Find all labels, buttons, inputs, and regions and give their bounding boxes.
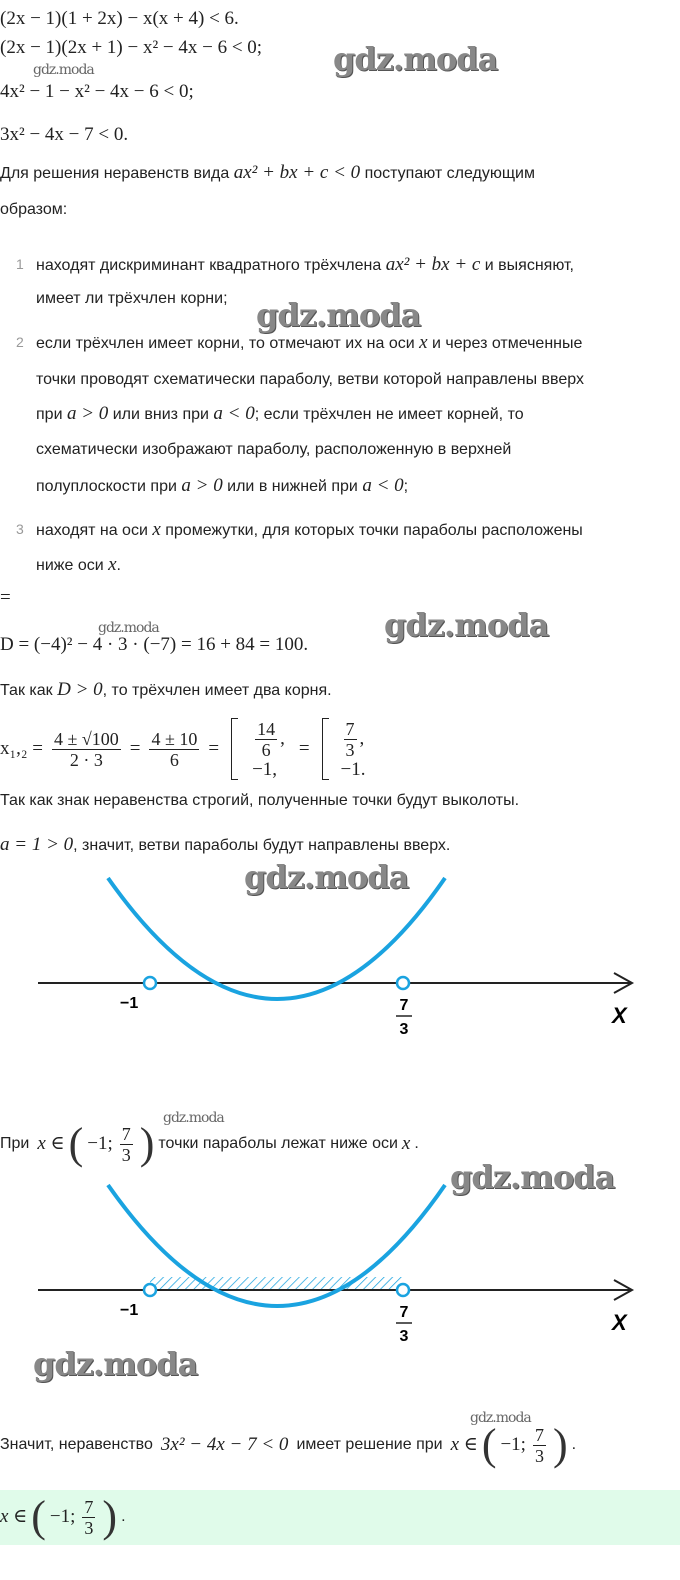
parabola-graph-shaded <box>0 1177 680 1357</box>
watermark: gdz.moda <box>33 1345 198 1383</box>
list-item: находят дискриминант квадратного трёхчлена ax² + bx + c и выясняют, <box>36 254 574 275</box>
list-number: 1 <box>16 256 24 272</box>
equation-line: 4x² − 1 − x² − 4x − 6 < 0; <box>0 81 194 102</box>
watermark: gdz.moda <box>244 858 409 896</box>
conclusion-line: Значит, неравенство 3x² − 4x − 7 < 0 имеет решение при x ∈ ( −1; $\frac{7}{3}$ ) . <box>0 1420 577 1469</box>
text-line: Так как знак неравенства строгий, полученные точки будут выколоты. <box>0 792 520 809</box>
discriminant-line: D = (−4)² − 4 · 3 · (−7) = 16 + 84 = 100. <box>0 634 309 655</box>
list-item-cont: схематически изображают параболу, расположенную в верхней <box>36 441 512 458</box>
list-item-cont: ниже оси x. <box>36 554 121 575</box>
watermark: gdz.moda <box>450 1158 615 1196</box>
root-label: 3 <box>399 1328 409 1345</box>
root-label: −1 <box>120 1302 139 1319</box>
list-item: если трёхчлен имеет корни, то отмечают их на оси x и через отмеченные <box>36 332 583 353</box>
text-line: Так как D > 0, то трёхчлен имеет два корня. <box>0 679 332 700</box>
parabola <box>108 878 445 999</box>
equation-line: = <box>0 587 11 608</box>
list-item-cont: при a > 0 или вниз при a < 0; если трёхчлен не имеет корней, то <box>36 403 524 424</box>
list-item: находят на оси x промежутки, для которых точки параболы расположены <box>36 519 583 540</box>
list-number: 2 <box>16 334 24 350</box>
watermark: gdz.moda <box>33 62 94 78</box>
axis-label: X <box>612 1003 627 1028</box>
parabola-graph <box>0 870 680 1050</box>
roots-formula: x₁,₂ = $\frac{4 \pm √100}{2 \cdot 3}$ = $\frac{4 \pm 10}{6}$ = $\frac{14}{6}$ , −1, = $\frac{7}{3}$ , −1. <box>0 718 366 780</box>
text-line: a = 1 > 0, значит, ветви параболы будут направлены вверх. <box>0 834 451 855</box>
watermark: gdz.moda <box>256 296 421 334</box>
solution-hatch <box>150 1277 403 1290</box>
text-line: При x ∈ ( −1; $\frac{7}{3}$ ) точки параболы лежат ниже оси x . <box>0 1119 419 1168</box>
list-item-cont: имеет ли трёхчлен корни; <box>36 290 228 307</box>
root-label: 7 <box>399 997 409 1014</box>
intro-text: Для решения неравенств вида ax² + bx + c < 0 поступают следующим <box>0 162 535 183</box>
open-point <box>397 1284 409 1296</box>
root-label: 3 <box>399 1021 409 1038</box>
equation-line: (2x − 1)(2x + 1) − x² − 4x − 6 < 0; <box>0 37 263 58</box>
answer-box <box>0 1490 680 1545</box>
list-number: 3 <box>16 521 24 537</box>
open-point <box>144 1284 156 1296</box>
watermark: gdz.moda <box>384 606 549 644</box>
watermark: gdz.moda <box>470 1410 531 1426</box>
axis-label: X <box>612 1310 627 1335</box>
list-item-cont: полуплоскости при a > 0 или в нижней при a < 0; <box>36 475 409 496</box>
equation-line: (2x − 1)(1 + 2x) − x(x + 4) < 6. <box>0 8 239 29</box>
watermark: gdz.moda <box>98 620 159 636</box>
answer-text: x ∈ ( −1; $\frac{7}{3}$ ) . <box>0 1492 126 1541</box>
list-item-cont: точки проводят схематически параболу, ветви которой направлены вверх <box>36 371 584 388</box>
intro-text-cont: образом: <box>0 201 68 218</box>
equation-line: 3x² − 4x − 7 < 0. <box>0 124 129 145</box>
watermark: gdz.moda <box>333 40 498 78</box>
open-point <box>144 977 156 989</box>
watermark: gdz.moda <box>163 1110 224 1126</box>
root-label: −1 <box>120 995 139 1012</box>
open-point <box>397 977 409 989</box>
root-label: 7 <box>399 1304 409 1321</box>
